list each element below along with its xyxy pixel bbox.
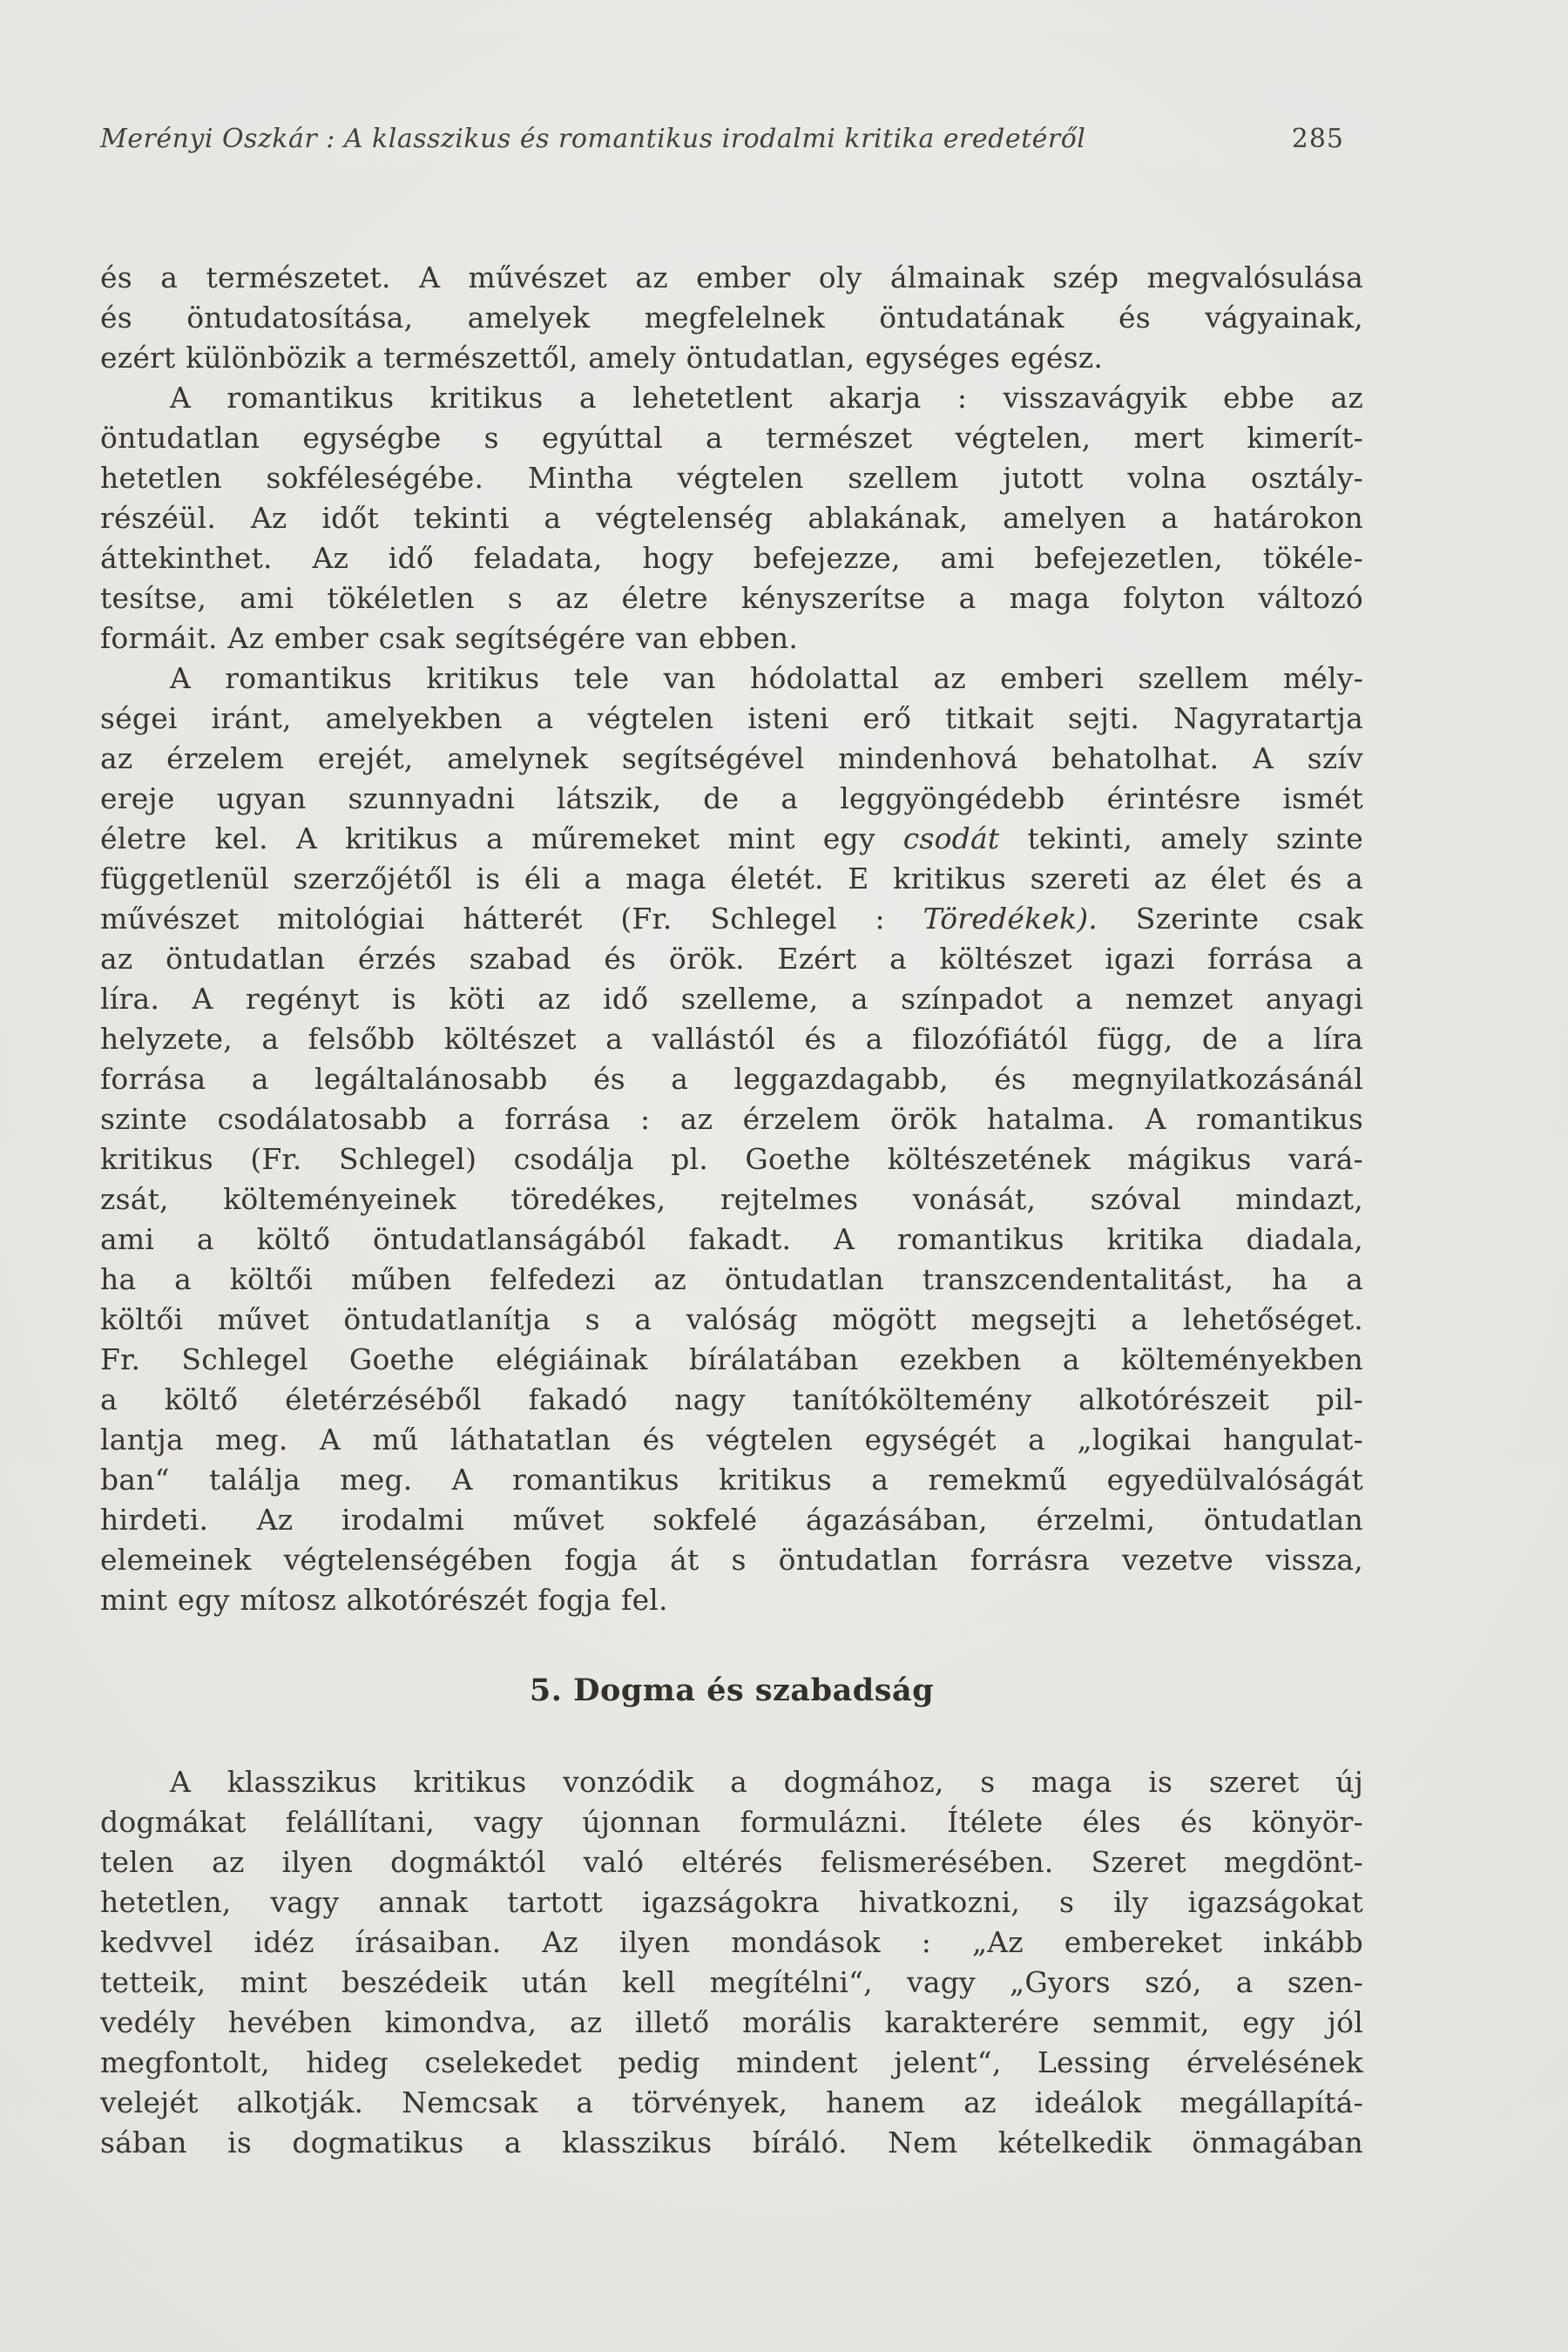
- text-line: tesítse, ami tökéletlen s az életre kényszerítse a maga folyton változó: [100, 581, 1363, 615]
- text-line: kritikus (Fr. Schlegel) csodálja pl. Goethe költészetének mágikus vará-: [100, 1142, 1363, 1176]
- text-line: részéül. Az időt tekinti a végtelenség ablakának, amelyen a határokon: [100, 501, 1363, 535]
- text-line: tetteik, mint beszédeik után kell megítélni“, vagy „Gyors szó, a szen-: [100, 1965, 1363, 1999]
- text-line: az öntudatlan érzés szabad és örök. Ezért a költészet igazi forrása a: [100, 942, 1363, 976]
- text-line: elemeinek végtelenségében fogja át s öntudatlan forrásra vezetve vissza,: [100, 1543, 1363, 1577]
- text-line: hirdeti. Az irodalmi művet sokfelé ágazásában, érzelmi, öntudatlan: [100, 1503, 1363, 1537]
- text-line: velejét alkotják. Nemcsak a törvények, hanem az ideálok megállapítá-: [100, 2085, 1363, 2119]
- paragraph: [100, 659, 1363, 1620]
- text-line: öntudatlan egységbe s egyúttal a természet végtelen, mert kimerít-: [100, 421, 1363, 455]
- text-line: ségei iránt, amelyekben a végtelen isteni erő titkait sejti. Nagyratartja: [100, 701, 1363, 735]
- paragraph: [100, 378, 1363, 659]
- text-line: A klasszikus kritikus vonzódik a dogmához, s maga is szeret új: [170, 1765, 1363, 1799]
- text-line: ezért különbözik a természettől, amely öntudatlan, egységes egész.: [100, 341, 1104, 375]
- text-line: lantja meg. A mű láthatatlan és végtelen egységét a „logikai hangulat-: [100, 1423, 1363, 1456]
- text-line: telen az ilyen dogmáktól való eltérés felismerésében. Szeret megdönt-: [100, 1845, 1363, 1879]
- text-line: költői művet öntudatlanítja s a valóság mögött megsejti a lehetőséget.: [100, 1302, 1363, 1336]
- text-line: ami a költő öntudatlanságából fakadt. A romantikus kritika diadala,: [100, 1222, 1363, 1256]
- text-line: ban“ találja meg. A romantikus kritikus a remekmű egyedülvalóságát: [100, 1463, 1363, 1497]
- running-header: [100, 124, 1363, 154]
- text-line: szinte csodálatosabb a forrása : az érzelem örök hatalma. A romantikus: [100, 1102, 1363, 1136]
- text-line: az érzelem erejét, amelynek segítségével mindenhová behatolhat. A szív: [100, 741, 1363, 775]
- body-text-block: [100, 258, 1363, 2163]
- text-line: Fr. Schlegel Goethe elégiáinak bírálatában ezekben a költeményekben: [100, 1342, 1363, 1376]
- text-line: A romantikus kritikus tele van hódolattal az emberi szellem mély-: [170, 661, 1363, 695]
- text-line: hetetlen, vagy annak tartott igazságokra hivatkozni, s ily igazságokat: [100, 1885, 1363, 1919]
- text-line: kedvvel idéz írásaiban. Az ilyen mondások : „Az embereket inkább: [100, 1925, 1363, 1959]
- text-line: zsát, költeményeinek töredékes, rejtelmes vonását, szóval mindazt,: [100, 1182, 1363, 1216]
- paragraph: [100, 258, 1363, 378]
- text-line: formáit. Az ember csak segítségére van ebben.: [100, 621, 799, 655]
- page-number: 285: [1291, 124, 1344, 154]
- text-line: helyzete, a felsőbb költészet a vallástól és a filozófiától függ, de a líra: [100, 1022, 1363, 1056]
- section-heading: 5. Dogma és szabadság: [529, 1673, 935, 1708]
- text-line: sában is dogmatikus a klasszikus bíráló. Nem kételkedik önmagában: [100, 2126, 1363, 2159]
- text-line: függetlenül szerzőjétől is éli a maga életét. E kritikus szereti az élet és a: [100, 862, 1363, 896]
- text-line: A romantikus kritikus a lehetetlent akarja : visszavágyik ebbe az: [170, 381, 1363, 415]
- text-line: líra. A regényt is köti az idő szelleme, a színpadot a nemzet anyagi: [100, 982, 1363, 1016]
- text-line: áttekinthet. Az idő feladata, hogy befejezze, ami befejezetlen, tökéle-: [100, 541, 1363, 575]
- text-line: ha a költői műben felfedezi az öntudatlan transzcendentalitást, ha a: [100, 1262, 1363, 1296]
- paragraph: [100, 1762, 1363, 2163]
- text-line: a költő életérzéséből fakadó nagy tanítóköltemény alkotórészeit pil-: [100, 1382, 1363, 1416]
- text-line: hetetlen sokféleségébe. Mintha végtelen szellem jutott volna osztály-: [100, 461, 1363, 495]
- text-line: és öntudatosítása, amelyek megfelelnek öntudatának és vágyainak,: [100, 301, 1363, 335]
- text-line: és a természetet. A művészet az ember oly álmainak szép megvalósulása: [100, 260, 1363, 294]
- text-line: ereje ugyan szunnyadni látszik, de a leggyöngédebb érintésre ismét: [100, 781, 1363, 815]
- text-line: életre kel. A kritikus a műremeket mint egy csodát tekinti, amely szinte: [100, 821, 1363, 855]
- text-line: vedély hevében kimondva, az illető morális karakterére semmit, egy jól: [100, 2005, 1363, 2039]
- text-line: forrása a legáltalánosabb és a leggazdagabb, és megnyilatkozásánál: [100, 1062, 1363, 1096]
- text-line: dogmákat felállítani, vagy újonnan formulázni. Ítélete éles és könyör-: [100, 1805, 1363, 1839]
- running-title: Merényi Oszkár : A klasszikus és romantikus irodalmi kritika eredetéről: [100, 124, 1086, 154]
- text-line: megfontolt, hideg cselekedet pedig mindent jelent“, Lessing érvelésének: [100, 2045, 1363, 2079]
- text-line: művészet mitológiai hátterét (Fr. Schlegel : Töredékek). Szerinte csak: [100, 902, 1364, 936]
- text-line: mint egy mítosz alkotórészét fogja fel.: [100, 1583, 668, 1617]
